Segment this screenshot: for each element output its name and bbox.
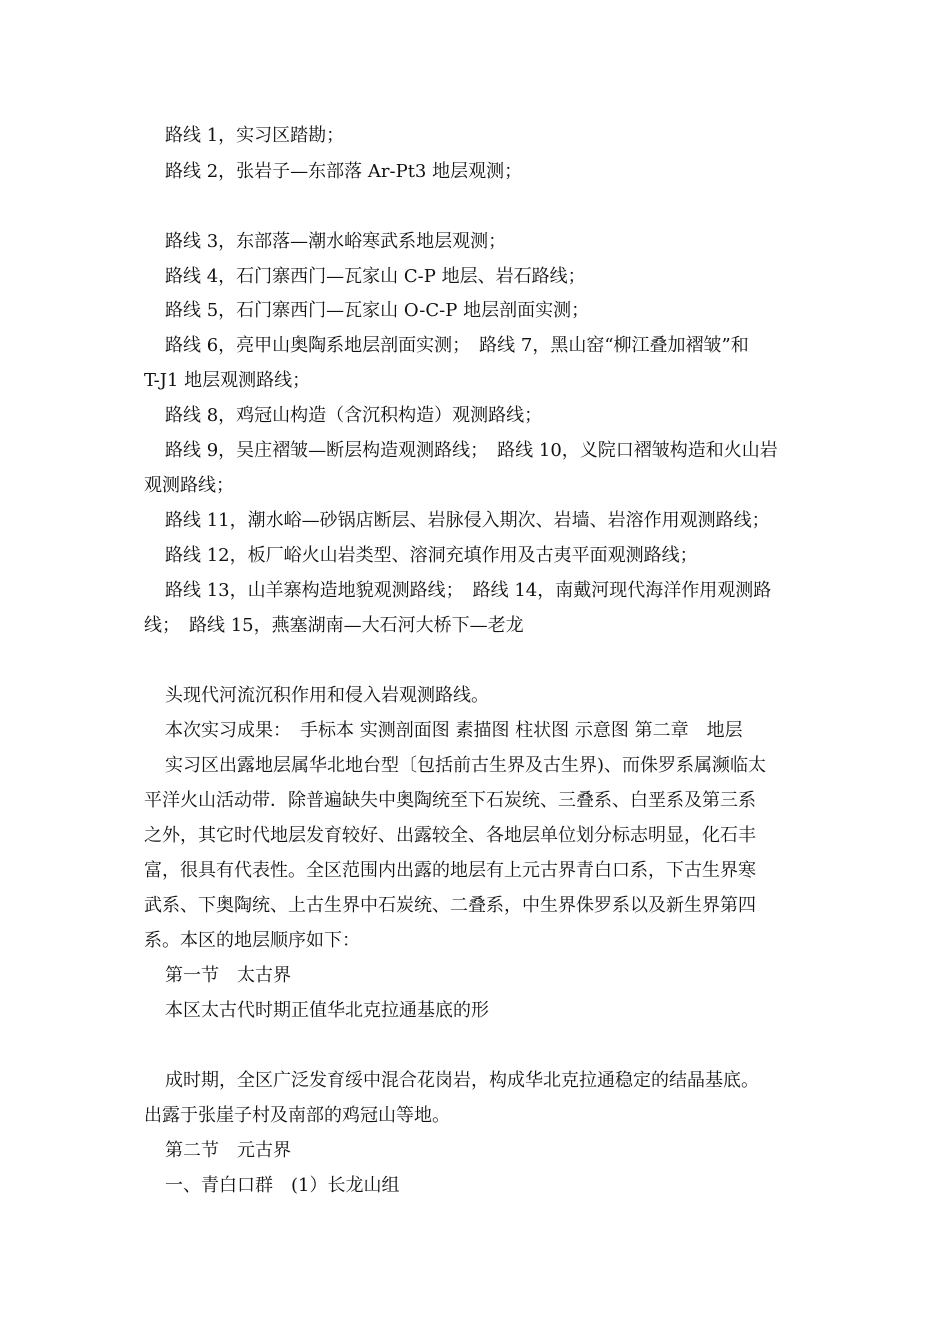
route-5-line: 路线 5，石门寨西门—瓦家山 O-C-P 地层剖面实测； bbox=[165, 300, 590, 321]
results-line: 本次实习成果： 手标本 实测剖面图 素描图 柱状图 示意图 第二章 地层 bbox=[165, 720, 743, 741]
section-1-heading: 第一节 太古界 bbox=[165, 965, 291, 986]
route-8-line: 路线 8，鸡冠山构造（含沉积构造）观测路线； bbox=[165, 405, 543, 426]
route-14-15-line: 线； 路线 15，燕塞湖南—大石河大桥下—老龙 bbox=[144, 615, 524, 636]
section-2-heading: 第二节 元古界 bbox=[165, 1140, 291, 1161]
stratigraphy-paragraph-line-4: 富，很具有代表性。全区范围内出露的地层有上元古界青白口系，下古生界寒 bbox=[144, 860, 756, 881]
route-9-10-line: 路线 9，吴庄褶皱—断层构造观测路线； 路线 10，义院口褶皱构造和火山岩 bbox=[165, 440, 778, 461]
stratigraphy-paragraph-line-5: 武系、下奥陶统、上古生界中石炭统、二叠系，中生界侏罗系以及新生界第四 bbox=[144, 895, 756, 916]
stratigraphy-paragraph-line-1: 实习区出露地层属华北地台型〔包括前古生界及古生界)、而侏罗系属濒临太 bbox=[165, 755, 767, 776]
archean-paragraph-line-3: 出露于张崖子村及南部的鸡冠山等地。 bbox=[144, 1105, 450, 1126]
route-13-14-line: 路线 13，山羊寨构造地貌观测路线； 路线 14，南戴河现代海洋作用观测路 bbox=[165, 580, 772, 601]
route-3-line: 路线 3，东部落—潮水峪寒武系地层观测； bbox=[165, 231, 507, 252]
route-1-line: 路线 1，实习区踏勘； bbox=[165, 125, 345, 146]
route-11-line: 路线 11，潮水峪—砂锅店断层、岩脉侵入期次、岩墙、岩溶作用观测路线； bbox=[165, 510, 770, 531]
stratigraphy-paragraph-line-3: 之外，其它时代地层发育较好、出露较全、各地层单位划分标志明显，化石丰 bbox=[144, 825, 756, 846]
route-4-line: 路线 4，石门寨西门—瓦家山 C-P 地层、岩石路线； bbox=[165, 266, 586, 287]
route-10-continuation: 观测路线； bbox=[144, 475, 234, 496]
route-6-7-line: 路线 6，亮甲山奥陶系地层剖面实测； 路线 7，黑山窑“柳江叠加褶皱”和 bbox=[165, 335, 749, 356]
route-7-continuation: T-J1 地层观测路线； bbox=[144, 370, 311, 391]
stratigraphy-paragraph-line-6: 系。本区的地层顺序如下： bbox=[144, 930, 360, 951]
route-2-line: 路线 2，张岩子—东部落 Ar-Pt3 地层观测； bbox=[165, 161, 523, 182]
archean-paragraph-line-2: 成时期，全区广泛发育绥中混合花岗岩，构成华北克拉通稳定的结晶基底。 bbox=[165, 1070, 759, 1091]
route-12-line: 路线 12，板厂峪火山岩类型、溶洞充填作用及古夷平面观测路线； bbox=[165, 545, 698, 566]
route-15-continuation: 头现代河流沉积作用和侵入岩观测路线。 bbox=[165, 685, 489, 706]
qingbaikou-heading: 一、青白口群 (1）长龙山组 bbox=[165, 1175, 400, 1196]
stratigraphy-paragraph-line-2: 平洋火山活动带．除普遍缺失中奥陶统至下石炭统、三叠系、白垩系及第三系 bbox=[144, 790, 756, 811]
archean-paragraph-line-1: 本区太古代时期正值华北克拉通基底的形 bbox=[165, 1000, 489, 1021]
